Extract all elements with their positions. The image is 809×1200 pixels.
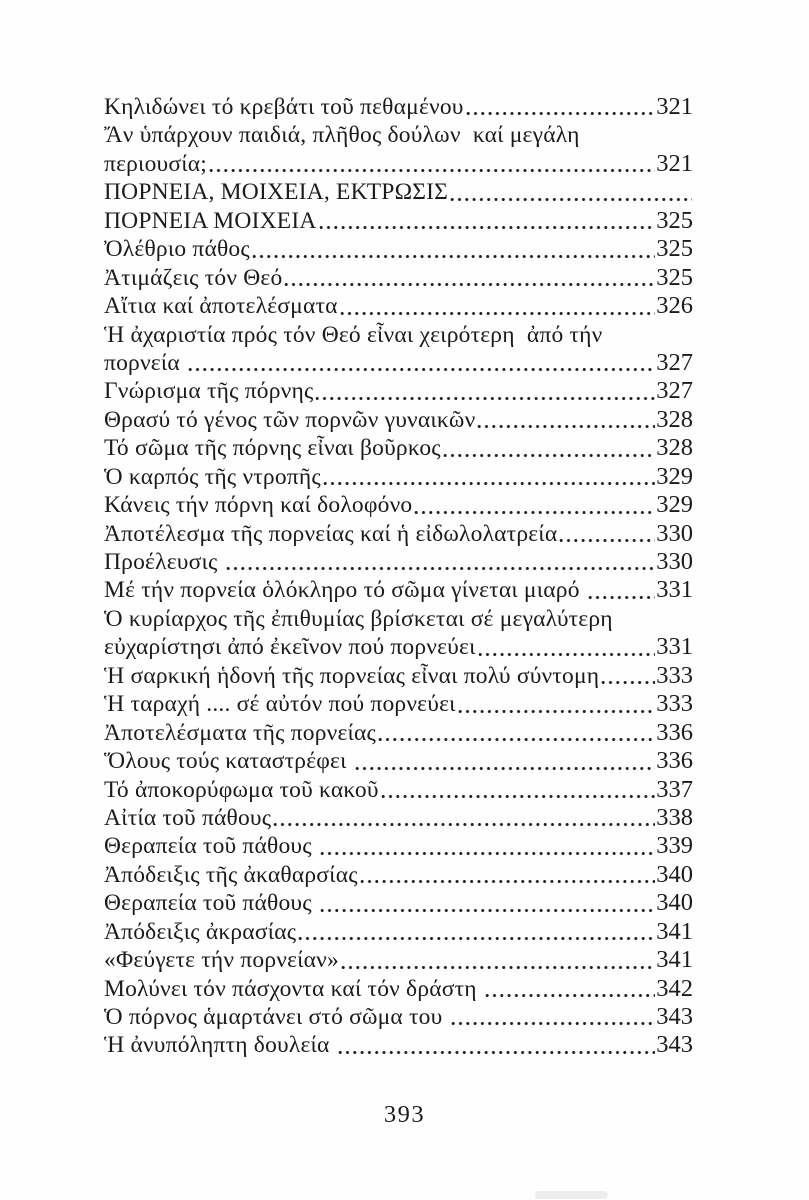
dot-leader: [320, 907, 655, 914]
dot-leader: [477, 423, 655, 430]
toc-entry-page: 343: [656, 1003, 693, 1030]
toc-entry-text: Ἀποτέλεσμα τῆς πορνείας καί ἡ εἰδωλολατρεία: [104, 520, 558, 547]
toc-row: [104, 719, 693, 747]
toc-entry-text: Κάνεις τήν πόρνη καί δολοφόνο: [104, 492, 413, 519]
dot-leader: [252, 253, 655, 260]
dot-leader: [414, 509, 655, 516]
dot-leader: [378, 736, 655, 743]
toc-entry-text: Ὁ κυρίαρχος τῆς ἐπιθυμίας βρίσκεται σέ μεγαλύτερη: [104, 605, 613, 632]
toc-entry-text: Αἴτια καί ἀποτελέσματα: [104, 293, 338, 320]
toc-row: [104, 434, 693, 462]
toc-row: [104, 776, 693, 804]
toc-entry-page: 337: [656, 775, 693, 803]
toc-entry-text: Μολύνει τόν πάσχοντα καί τόν δράστη: [104, 975, 483, 1002]
dot-leader: [319, 224, 656, 231]
dot-leader: [451, 1020, 656, 1027]
toc-row: [104, 832, 693, 860]
dot-leader: [601, 679, 655, 686]
toc-entry-page: 328: [656, 405, 693, 433]
toc-row: [104, 264, 693, 292]
toc-entry-text: περιουσία;: [104, 150, 207, 177]
toc-row: [104, 605, 693, 633]
dot-leader: [341, 964, 655, 971]
toc-list: [104, 93, 693, 1060]
toc-entry-text: «Φεύγετε τήν πορνείαν»: [104, 947, 339, 974]
toc-entry-page: 331: [656, 576, 693, 604]
scan-artifact-bar: [535, 1191, 608, 1199]
toc-entry-text: Ἀτιμάζεις τόν Θεό: [104, 264, 283, 291]
toc-entry-page: 333: [656, 690, 693, 718]
toc-row: [104, 377, 693, 405]
toc-entry-page: 339: [656, 832, 693, 860]
toc-entry-text: Θεραπεία τοῦ πάθους: [104, 890, 318, 917]
toc-entry-text: Ἡ ἀνυπόληπτη δουλεία: [104, 1032, 336, 1059]
toc-entry-page: 329: [656, 462, 693, 490]
toc-entry-text: Ἡ ἀχαριστία πρός τόν Θεό εἶναι χειρότερη ἀπό τήν: [104, 321, 603, 348]
dot-leader: [355, 765, 656, 772]
toc-entry-page: 340: [656, 860, 693, 888]
toc-row: [104, 633, 693, 661]
toc-row: [104, 406, 693, 434]
toc-entry-page: 343: [656, 1031, 693, 1059]
toc-entry-page: 338: [656, 803, 693, 831]
toc-entry-text: Γνώρισμα τῆς πόρνης: [104, 378, 314, 405]
toc-entry-page: 333: [656, 661, 693, 689]
toc-row: [104, 491, 693, 519]
toc-entry-text: Ὀλέθριο πάθος: [104, 236, 250, 263]
toc-row: [104, 150, 693, 178]
toc-row: [104, 321, 693, 349]
toc-row: [104, 946, 693, 974]
toc-entry-text: Ἡ σαρκική ἡδονή τῆς πορνείας εἶναι πολύ σύντομη: [104, 662, 600, 689]
toc-entry-page: 330: [656, 519, 693, 547]
toc-row: [104, 1031, 693, 1059]
toc-row: [104, 747, 693, 775]
toc-entry-text: Μέ τήν πορνεία ὁλόκληρο τό σῶμα γίνεται μιαρό: [104, 577, 586, 604]
toc-entry-text: Θεραπεία τοῦ πάθους: [104, 833, 318, 860]
dot-leader: [323, 480, 655, 487]
toc-row: [104, 690, 693, 718]
dot-leader: [188, 366, 655, 373]
toc-row: [104, 889, 693, 917]
toc-entry-page: 327: [656, 377, 693, 405]
dot-leader: [273, 821, 655, 828]
toc-row: [104, 463, 693, 491]
toc-row: [104, 975, 693, 1003]
dot-leader: [315, 395, 655, 402]
dot-leader: [478, 651, 656, 658]
toc-entry-text: Τό ἀποκορύφωμα τοῦ κακοῦ: [104, 776, 379, 803]
toc-entry-text: εὐχαρίστησι ἀπό ἐκεῖνον πού πορνεύει: [104, 634, 476, 661]
toc-entry-text: Προέλευσις: [104, 549, 224, 575]
dot-leader: [559, 537, 655, 544]
toc-entry-page: 331: [656, 633, 693, 661]
toc-entry-text: Ὅλους τούς καταστρέφει: [104, 748, 353, 775]
toc-entry-text: Ἀπόδειξις ἀκρασίας: [104, 918, 297, 945]
toc-row: [104, 178, 693, 206]
dot-leader: [340, 310, 656, 317]
toc-entry-text: Ὁ καρπός τῆς ντροπῆς: [104, 463, 321, 490]
toc-row: [104, 576, 693, 604]
dot-leader: [226, 565, 656, 572]
toc-entry-page: 327: [656, 348, 693, 376]
dot-leader: [360, 878, 656, 885]
page-number: 393: [383, 1101, 426, 1128]
toc-entry-text: Κηλιδώνει τό κρεβάτι τοῦ πεθαμένου: [104, 94, 464, 120]
dot-leader: [588, 594, 656, 601]
toc-row: [104, 918, 693, 946]
toc-row: [104, 349, 693, 377]
toc-entry-page: 326: [656, 292, 693, 320]
toc-entry-page: 336: [656, 747, 693, 775]
toc-entry-text: ΠΟΡΝΕΙΑ, ΜΟΙΧΕΙΑ, ΕΚΤΡΩΣΙΣ: [104, 179, 449, 206]
toc-row: [104, 548, 693, 576]
toc-entry-page: 341: [656, 917, 693, 945]
toc-entry-text: Ἄν ὑπάρχουν παιδιά, πλῆθος δούλων καί μεγάλη: [104, 122, 580, 149]
toc-entry-text: πορνεία: [104, 349, 186, 376]
toc-entry-page: 325: [656, 263, 693, 291]
dot-leader: [485, 992, 655, 999]
toc-row: [104, 235, 693, 263]
toc-entry-text: Ἀπόδειξις τῆς ἀκαθαρσίας: [104, 861, 358, 888]
toc-entry-text: ΠΟΡΝΕΙΑ ΜΟΙΧΕΙΑ: [104, 207, 317, 234]
dot-leader: [298, 935, 655, 942]
toc-entry-page: 325: [656, 206, 693, 234]
toc-row: [104, 520, 693, 548]
toc-entry-page: 321: [656, 149, 693, 177]
toc-entry-page: 328: [656, 434, 693, 462]
toc-entry-page: 342: [656, 974, 693, 1002]
toc-entry-page: 341: [656, 946, 693, 974]
dot-leader: [381, 793, 656, 800]
toc-entry-page: 329: [656, 491, 693, 519]
toc-row: [104, 804, 693, 832]
toc-row: [104, 861, 693, 889]
toc-entry-page: 325: [656, 235, 693, 263]
dot-leader: [320, 850, 655, 857]
toc-entry-text: Αἰτία τοῦ πάθους: [104, 804, 272, 831]
toc-row: [104, 121, 693, 149]
toc-entry-text: Τό σῶμα τῆς πόρνης εἶναι βοῦρκος: [104, 435, 441, 462]
toc-entry-page: 340: [656, 889, 693, 917]
toc-row: [104, 662, 693, 690]
dot-leader: [450, 196, 692, 203]
toc-row: [104, 207, 693, 235]
toc-row: [104, 1003, 693, 1031]
dot-leader: [466, 110, 656, 117]
dot-leader: [209, 167, 655, 174]
toc-row: [104, 292, 693, 320]
toc-entry-page: 336: [656, 718, 693, 746]
toc-entry-page: 330: [656, 548, 693, 575]
dot-leader: [338, 1049, 656, 1056]
toc-entry-text: Ἡ ταραχή .... σέ αὐτόν πού πορνεύει: [104, 691, 456, 718]
dot-leader: [443, 452, 655, 459]
toc-entry-text: Ὁ πόρνος ἁμαρτάνει στό σῶμα του: [104, 1004, 449, 1030]
dot-leader: [458, 708, 656, 715]
toc-entry-text: Ἀποτελέσματα τῆς πορνείας: [104, 719, 377, 746]
toc-entry-text: Θρασύ τό γένος τῶν πορνῶν γυναικῶν: [104, 406, 476, 433]
dot-leader: [284, 281, 655, 288]
toc-entry-page: 321: [656, 93, 693, 120]
toc-row: [104, 93, 693, 121]
